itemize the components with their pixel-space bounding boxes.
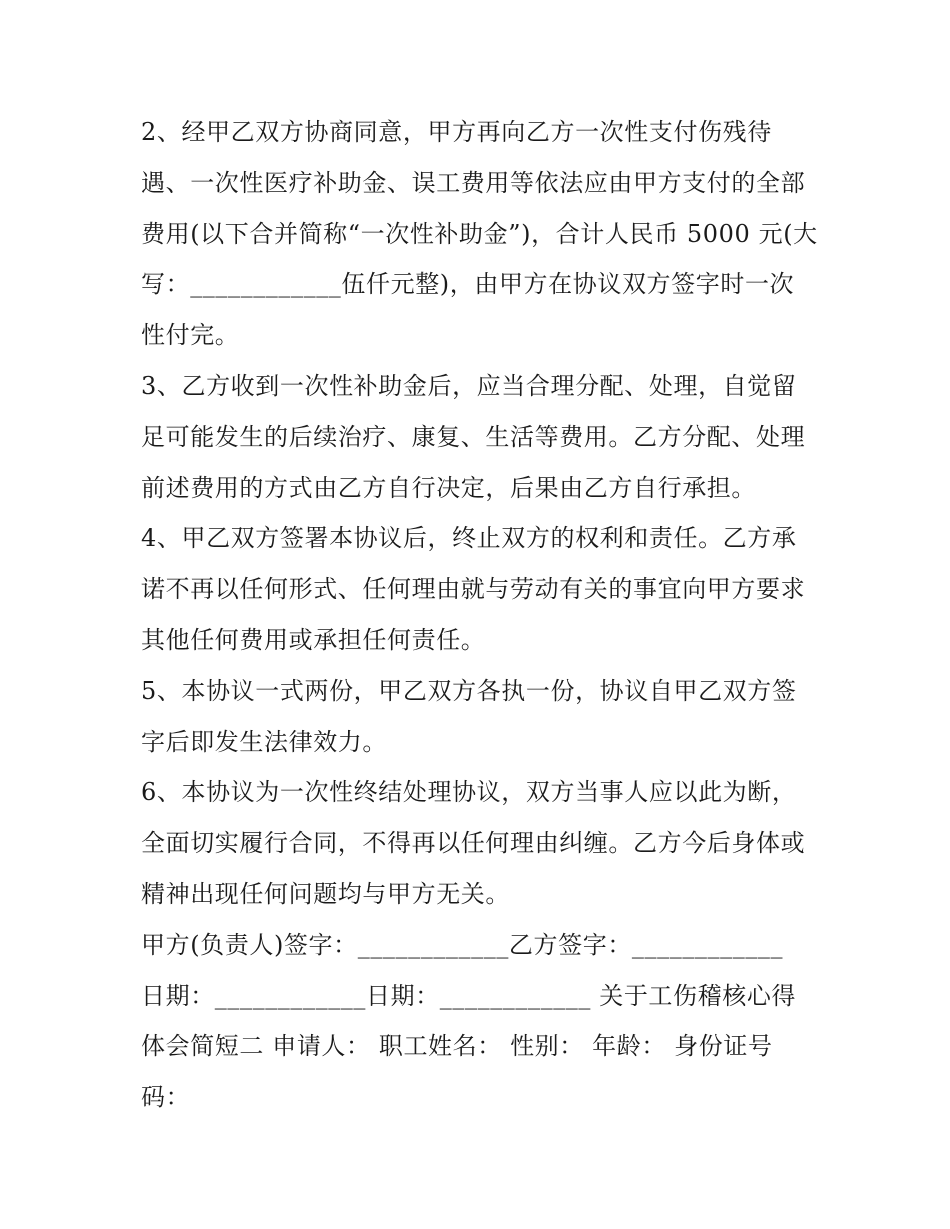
clause-5-line-2: 字后即发生法律效力。 [141, 727, 387, 756]
clause-2-line-1: 2、经甲乙双方协商同意，甲方再向乙方一次性支付伤残待 [141, 118, 772, 146]
clause-6-line-2: 全面切实履行合同，不得再以任何理由纠缠。乙方今后身体或 [141, 829, 806, 858]
clause-4-line-2: 诺不再以任何形式、任何理由就与劳动有关的事宜向甲方要求 [141, 575, 806, 604]
clause-5-line-1: 5、本协议一式两份，甲乙双方各执一份，协议自甲乙双方签 [141, 676, 797, 705]
document-body [141, 107, 821, 1123]
clause-2-line-2: 遇、一次性医疗补助金、误工费用等依法应由甲方支付的全部 [141, 168, 806, 197]
clause-4-line-3: 其他任何费用或承担任何责任。 [141, 625, 486, 654]
clause-3-line-1: 3、乙方收到一次性补助金后，应当合理分配、处理，自觉留 [141, 371, 797, 400]
clause-2-line-5: 性付完。 [141, 321, 240, 350]
date-line: 日期：____________日期：____________ 关于工伤稽核心得 [141, 981, 797, 1010]
clause-6-line-1: 6、本协议为一次性终结处理协议，双方当事人应以此为断， [141, 778, 797, 807]
clause-4-line-1: 4、甲乙双方签署本协议后，终止双方的权利和责任。乙方承 [141, 524, 797, 553]
clause-6-line-3: 精神出现任何问题均与甲方无关。 [141, 879, 510, 908]
clause-2-line-4: 写：____________伍仟元整)，由甲方在协议双方签字时一次 [141, 270, 795, 299]
applicant-info-line-1: 体会简短二 申请人： 职工姓名： 性别： 年龄： 身份证号 [141, 1032, 773, 1061]
clause-3-line-3: 前述费用的方式由乙方自行决定，后果由乙方自行承担。 [141, 473, 756, 502]
applicant-info-line-2: 码： [141, 1083, 191, 1112]
clause-2-line-3: 费用(以下合并简称“一次性补助金”)，合计人民币 5000 元(大 [141, 219, 818, 248]
signature-line: 甲方(负责人)签字：____________乙方签字：____________ [141, 930, 784, 959]
clause-3-line-2: 足可能发生的后续治疗、康复、生活等费用。乙方分配、处理 [141, 422, 806, 451]
